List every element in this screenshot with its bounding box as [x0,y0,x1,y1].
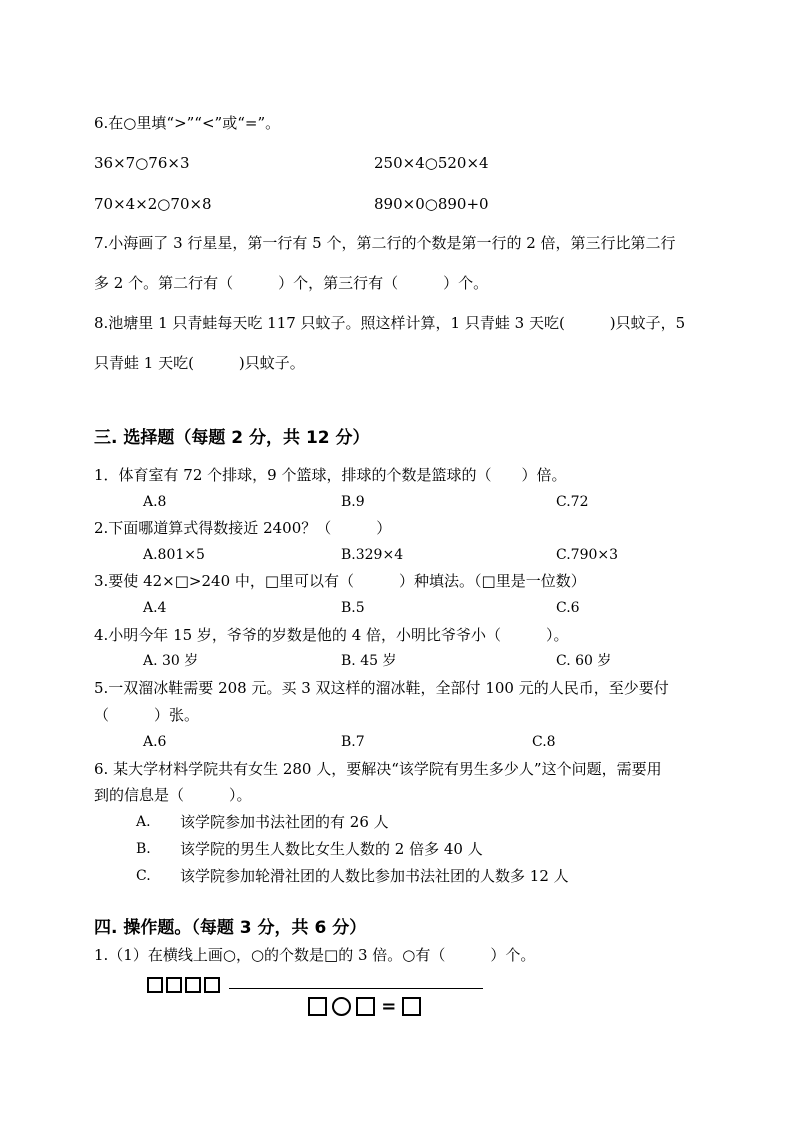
s3-q6-text2: 到的信息是（ ）。 [94,786,252,804]
q8-line1: 8.池塘里 1 只青蛙每天吃 117 只蚊子。照这样计算，1 只青蛙 3 天吃( )只蚊子，5 [94,314,686,332]
q6-expr-a: 36×7○76×3 [94,154,190,172]
s3-q5-text2: （ ）张。 [94,706,200,724]
s3-q2-option-b: B.329×4 [341,547,404,563]
square-icon [185,977,201,993]
s3-q3-option-a: A.4 [143,600,167,616]
s3-q4-option-a: A. 30 岁 [143,653,199,669]
s3-q1-option-c: C.72 [556,494,589,510]
answer-box-icon[interactable] [402,997,421,1016]
s3-q2-option-c: C.790×3 [556,547,619,563]
s3-q4-option-b: B. 45 岁 [341,653,397,669]
s3-q6-option-a-text: 该学院参加书法社团的有 26 人 [180,813,389,831]
s3-q6-text: 6. 某大学材料学院共有女生 280 人，要解决“该学院有男生多少人”这个问题，需要用 [94,760,662,778]
s3-q6-option-b-label: B. [136,841,151,857]
s3-q5-option-a: A.6 [143,734,167,750]
s3-q2-text: 2.下面哪道算式得数接近 2400？（ ） [94,519,392,537]
s3-q6-option-c-label: C. [136,868,151,884]
s3-q3-option-b: B.5 [341,600,365,616]
section4-heading: 四. 操作题。（每题 3 分，共 6 分） [94,918,367,938]
s3-q4-option-c: C. 60 岁 [556,653,612,669]
answer-box-icon[interactable] [356,997,375,1016]
answer-box-icon[interactable] [308,997,327,1016]
s3-q6-option-c-text: 该学院参加轮滑社团的人数比参加书法社团的人数多 12 人 [180,867,569,885]
s3-q3-text: 3.要使 42×□>240 中，□里可以有（ ）种填法。（□里是一位数） [94,572,586,590]
s3-q5-option-b: B.7 [341,734,365,750]
q8-line2: 只青蛙 1 天吃( )只蚊子。 [94,354,305,372]
q6-expr-d: 890×0○890+0 [374,195,489,213]
s4-q1-text: 1.（1）在横线上画○，○的个数是□的 3 倍。○有（ ）个。 [94,946,536,964]
s3-q1-option-b: B.9 [341,494,365,510]
s3-q5-text: 5.一双溜冰鞋需要 208 元。买 3 双这样的溜冰鞋，全部付 100 元的人民币，至少要付 [94,679,669,697]
s3-q1-text: 1．体育室有 72 个排球，9 个篮球，排球的个数是篮球的（ ）倍。 [94,466,567,484]
s3-q6-option-a-label: A. [136,814,151,830]
s3-q5-option-c: C.8 [532,734,556,750]
s3-q1-option-a: A.8 [143,494,167,510]
q6-title: 6.在○里填“>”“<”或“=”。 [94,114,281,132]
answer-formula [308,996,421,1017]
given-squares [147,974,223,993]
square-icon [147,977,163,993]
operator-circle-icon[interactable] [332,997,351,1016]
section3-heading: 三. 选择题（每题 2 分，共 12 分） [94,428,370,448]
s3-q6-option-b-text: 该学院的男生人数比女生人数的 2 倍多 40 人 [180,840,483,858]
equals-sign: = [381,996,397,1017]
q6-expr-b: 250×4○520×4 [374,154,489,172]
s3-q4-text: 4.小明今年 15 岁，爷爷的岁数是他的 4 倍，小明比爷爷小（ ）。 [94,626,569,644]
drawing-line[interactable] [229,988,483,989]
q6-expr-c: 70×4×2○70×8 [94,195,212,213]
q7-line2: 多 2 个。第二行有（ ）个，第三行有（ ）个。 [94,274,489,292]
square-icon [204,977,220,993]
s3-q2-option-a: A.801×5 [143,547,205,563]
square-icon [166,977,182,993]
q7-line1: 7.小海画了 3 行星星，第一行有 5 个，第二行的个数是第一行的 2 倍，第三行比第二行 [94,234,676,252]
s3-q3-option-c: C.6 [556,600,580,616]
